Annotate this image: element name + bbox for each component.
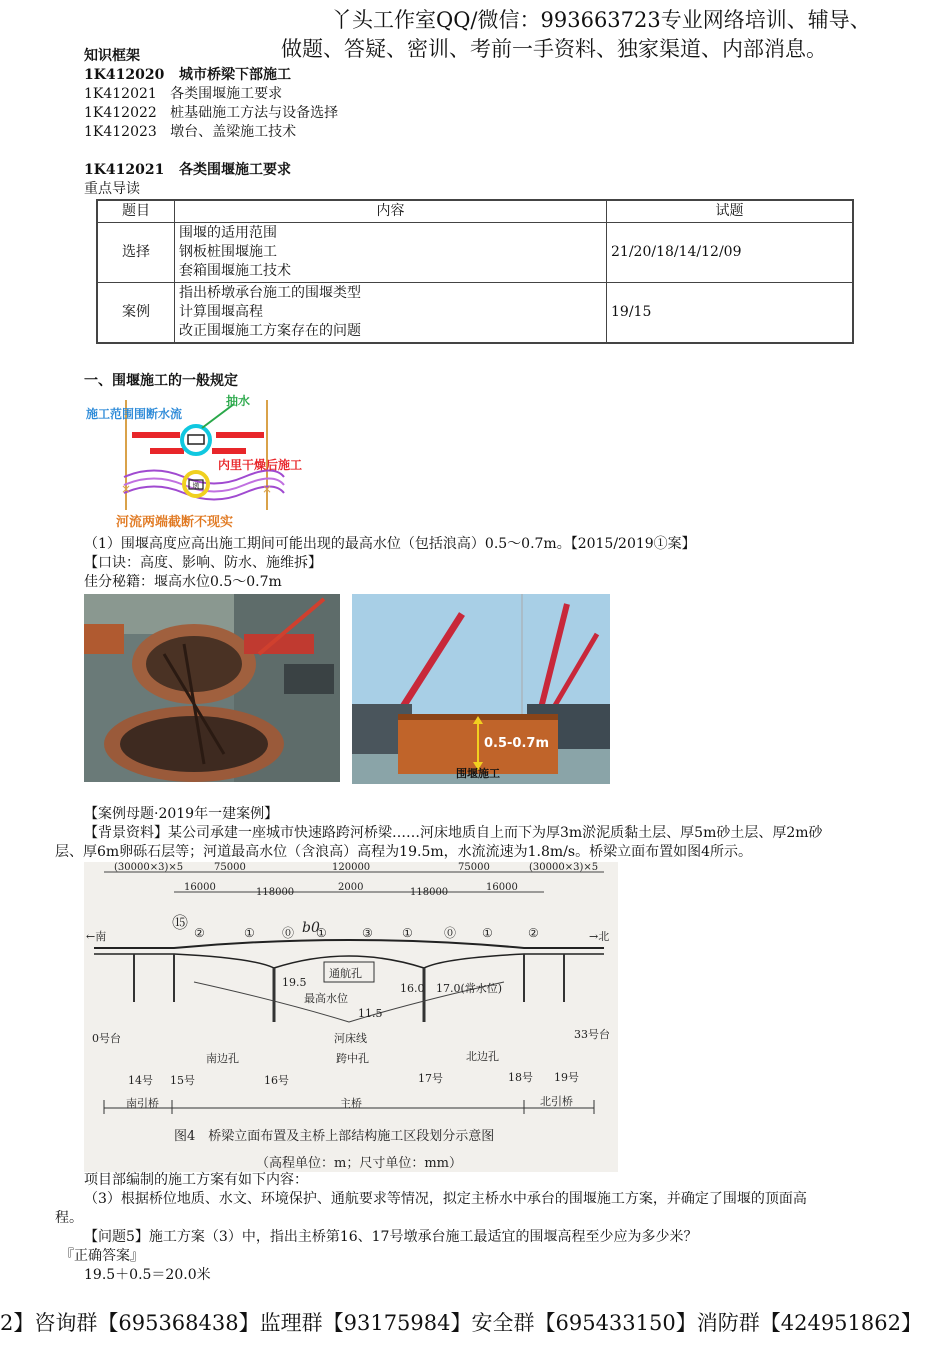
pier-label: 19号 [554, 1071, 579, 1084]
framework-item: 1K412022 桩基础施工方法与设备选择 [84, 105, 339, 121]
abutment-33: 33号台 [574, 1028, 610, 1041]
framework-title: 知识框架 [84, 48, 140, 64]
segment-circle: ② [194, 926, 205, 940]
plan-item-3-line-2: 程。 [55, 1210, 83, 1226]
handwritten-mark: b0 [302, 920, 320, 936]
svg-text:×: × [120, 482, 132, 496]
framework-item: 1K412021 各类围堰施工要求 [84, 86, 283, 102]
span-north: 北边孔 [466, 1050, 499, 1063]
answer-label: 『正确答案』 [60, 1248, 144, 1264]
bridge-elevation-figure [84, 862, 618, 1172]
header-line-1: 丫头工作室QQ/微信：993663723专业网络培训、辅导、 [331, 8, 871, 32]
segment-circle: ⓪ [282, 926, 295, 940]
segment-circle: ③ [362, 926, 373, 940]
photo2-caption: 围堰施工 [456, 767, 500, 780]
mnemonic: 【口诀：高度、影响、防水、施维拆】 [84, 555, 322, 571]
pier-label: 14号 [128, 1074, 153, 1087]
general-heading: 一、围堰施工的一般规定 [84, 373, 238, 389]
segment-circle: ⓪ [444, 926, 457, 940]
cofferdam-photo-2 [352, 594, 610, 784]
dim-mid: 16000 [486, 882, 518, 893]
dim-mid: 16000 [184, 882, 216, 893]
segment-south: 南引桥 [126, 1097, 159, 1110]
level-max-label: 最高水位 [304, 992, 348, 1005]
table-cell-content: 围堰的适用范围 钢板桩围堰施工 套箱围堰施工技术 [175, 223, 607, 283]
case-title: 【案例母题·2019年一建案例】 [84, 806, 279, 822]
segment-north: 北引桥 [540, 1095, 573, 1108]
table-cell-content: 指出桥墩承台施工的围堰类型 计算围堰高程 改正围堰施工方案存在的问题 [175, 283, 607, 344]
section-guide: 重点导读 [84, 181, 140, 197]
table-header: 题目 [97, 200, 175, 223]
span-south: 南边孔 [206, 1052, 239, 1065]
rule-1: （1）围堰高度应高出施工期间可能出现的最高水位（包括浪高）0.5～0.7m。【2015/2019①案】 [84, 536, 696, 552]
svg-text:×: × [261, 482, 273, 496]
handwritten-circle-15: ⑮ [172, 913, 189, 932]
nav-span-label: 通航孔 [329, 967, 362, 980]
dim-top: (30000×3)×5 [114, 862, 184, 873]
figure-caption: 图4 桥梁立面布置及主桥上部结构施工区段划分示意图 [174, 1129, 495, 1144]
question-5: 【问题5】施工方案（3）中，指出主桥第16、17号墩承台施工最适宜的围堰高程至少应为多少米？ [84, 1229, 698, 1245]
framework-item: 1K412023 墩台、盖梁施工技术 [84, 124, 297, 140]
dim-mid: 118000 [410, 887, 449, 898]
segment-circle: ① [402, 926, 413, 940]
photo2-dimension: 0.5-0.7m [484, 736, 549, 751]
segment-main: 主桥 [340, 1097, 362, 1110]
table-cell-exams: 21/20/18/14/12/09 [607, 223, 854, 283]
pier-label: 18号 [508, 1071, 533, 1084]
level-19-5: 19.5 [282, 976, 307, 989]
table-header-row [97, 200, 853, 223]
table-cell-type: 选择 [97, 223, 175, 283]
level-16-0: 16.0 [400, 982, 425, 995]
case-background-1: 【背景资料】某公司承建一座城市快速路跨河桥梁……河床地质自上而下为厚3m淤泥质黏土层、厚5m砂土层、厚2m砂 [84, 825, 823, 841]
level-11-5: 11.5 [358, 1007, 383, 1020]
guide-table [96, 199, 854, 344]
pier-label: 15号 [170, 1074, 195, 1087]
diagram-label-pump: 抽水 [226, 394, 251, 408]
table-header: 试题 [607, 200, 854, 223]
answer-text: 19.5＋0.5＝20.0米 [84, 1267, 211, 1283]
cofferdam-diagram [84, 392, 324, 532]
dim-top: 120000 [332, 862, 371, 873]
table-row [97, 283, 853, 344]
secret-tip: 佳分秘籍：堰高水位0.5～0.7m [84, 574, 282, 590]
segment-circle: ① [244, 926, 255, 940]
diagram-label-top: 施工范围围断水流 [86, 407, 183, 421]
dim-top: (30000×3)×5 [529, 862, 599, 873]
dim-mid: 118000 [256, 887, 295, 898]
table-header: 内容 [175, 200, 607, 223]
level-17-0: 17.0(常水位) [436, 982, 503, 995]
river-bed-label: 河床线 [334, 1032, 367, 1045]
table-cell-type: 案例 [97, 283, 175, 344]
direction-north: →北 [589, 930, 610, 943]
pier-label: 16号 [264, 1074, 289, 1087]
plan-intro: 项目部编制的施工方案有如下内容： [84, 1172, 308, 1188]
footer-groups: 2】咨询群【695368438】监理群【93175984】安全群【695433150】消防群【424951862】 [0, 1311, 922, 1335]
segment-circle: ① [482, 926, 493, 940]
span-middle: 跨中孔 [336, 1052, 369, 1065]
diagram-label-dry: 内里干燥后施工 [218, 458, 303, 472]
dim-top: 75000 [458, 862, 490, 873]
section-title: 1K412021 各类围堰施工要求 [84, 162, 291, 178]
diagram-label-bottom: 河流两端截断不现实 [116, 515, 234, 530]
plan-item-3-line-1: （3）根据桥位地质、水文、环境保护、通航要求等情况，拟定主桥水中承台的围堰施工方案，并确定了围堰的顶面高 [84, 1191, 807, 1207]
figure-units: （高程单位：m；尺寸单位：mm） [256, 1156, 462, 1171]
abutment-0: 0号台 [92, 1032, 121, 1045]
segment-circle: ② [528, 926, 539, 940]
segment-circle: ① [316, 926, 327, 940]
case-background-2: 层、厚6m卵砾石层等；河道最高水位（含浪高）高程为19.5m，水流流速为1.8m/s。桥梁立面布置如图4所示。 [55, 844, 752, 860]
direction-south: ←南 [86, 930, 107, 943]
dim-mid: 2000 [338, 882, 364, 893]
table-row [97, 223, 853, 283]
table-cell-exams: 19/15 [607, 283, 854, 344]
header-line-2: 做题、答疑、密训、考前一手资料、独家渠道、内部消息。 [281, 37, 827, 61]
pier-mark: 墩 [192, 482, 200, 490]
dim-top: 75000 [214, 862, 246, 873]
cofferdam-photo-1 [84, 594, 340, 782]
pier-label: 17号 [418, 1072, 443, 1085]
framework-item: 1K412020 城市桥梁下部施工 [84, 67, 291, 83]
